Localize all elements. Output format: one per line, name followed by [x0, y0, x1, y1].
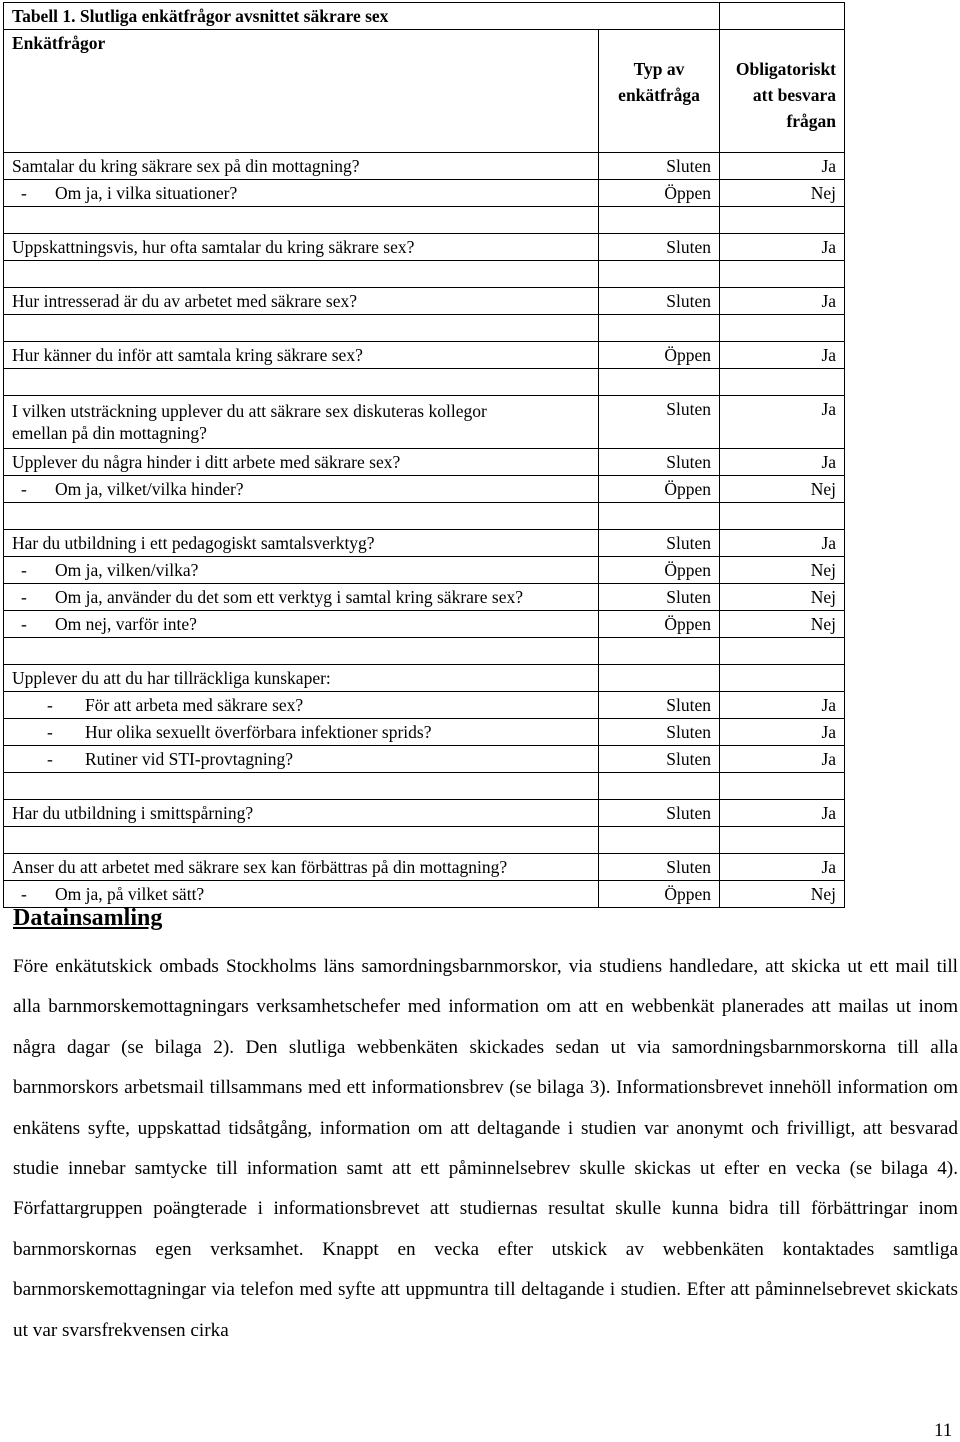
mandatory-cell: Nej — [720, 557, 845, 584]
type-cell: Sluten — [599, 584, 720, 611]
table-row — [4, 557, 845, 584]
table-row — [4, 288, 845, 315]
table-row — [4, 881, 845, 908]
table-row — [4, 342, 845, 369]
mandatory-cell: Nej — [720, 881, 845, 908]
mandatory-cell: Ja — [720, 530, 845, 557]
type-cell: Sluten — [599, 449, 720, 476]
table-row — [4, 584, 845, 611]
mandatory-cell: Nej — [720, 584, 845, 611]
spacer-row — [4, 503, 845, 530]
type-cell: Sluten — [599, 153, 720, 180]
header-type: Typ av enkätfråga — [599, 30, 720, 153]
mandatory-cell: Ja — [720, 719, 845, 746]
spacer-row — [4, 369, 845, 396]
mandatory-cell: Ja — [720, 153, 845, 180]
spacer-row — [4, 638, 845, 665]
question-cell: - Om nej, varför inte? — [4, 611, 599, 638]
table-header-row — [4, 30, 845, 153]
table-row — [4, 854, 845, 881]
table-row — [4, 665, 845, 692]
table-row — [4, 234, 845, 261]
table-row — [4, 692, 845, 719]
type-cell: Öppen — [599, 342, 720, 369]
question-cell: Har du utbildning i smittspårning? — [4, 800, 599, 827]
question-cell: - Om ja, på vilket sätt? — [4, 881, 599, 908]
page-number: 11 — [934, 1420, 953, 1441]
spacer-row — [4, 261, 845, 288]
question-cell: - Rutiner vid STI-provtagning? — [4, 746, 599, 773]
table-row — [4, 180, 845, 207]
mandatory-cell: Ja — [720, 449, 845, 476]
type-cell: Sluten — [599, 746, 720, 773]
type-cell: Sluten — [599, 234, 720, 261]
mandatory-cell: Nej — [720, 476, 845, 503]
header-mandatory: Obligatoriskt att besvara frågan — [720, 30, 845, 153]
header-question: Enkätfrågor — [4, 30, 599, 153]
table-row — [4, 153, 845, 180]
mandatory-cell: Ja — [720, 746, 845, 773]
question-cell: Har du utbildning i ett pedagogiskt samtalsverktyg? — [4, 530, 599, 557]
table-row — [4, 800, 845, 827]
mandatory-cell: Nej — [720, 611, 845, 638]
type-cell: Sluten — [599, 396, 720, 449]
type-cell: Sluten — [599, 719, 720, 746]
mandatory-cell: Ja — [720, 288, 845, 315]
question-cell: Upplever du att du har tillräckliga kunskaper: — [4, 665, 599, 692]
question-cell: - Om ja, i vilka situationer? — [4, 180, 599, 207]
mandatory-cell: Ja — [720, 234, 845, 261]
question-cell: Hur känner du inför att samtala kring säkrare sex? — [4, 342, 599, 369]
question-cell: Uppskattningsvis, hur ofta samtalar du kring säkrare sex? — [4, 234, 599, 261]
type-cell: Sluten — [599, 692, 720, 719]
table-row — [4, 476, 845, 503]
table-caption: Tabell 1. Slutliga enkätfrågor avsnittet säkrare sex — [4, 3, 720, 30]
spacer-row — [4, 315, 845, 342]
question-cell: - Hur olika sexuellt överförbara infektioner sprids? — [4, 719, 599, 746]
type-cell: Sluten — [599, 530, 720, 557]
question-cell: Samtalar du kring säkrare sex på din mottagning? — [4, 153, 599, 180]
section-paragraph: Före enkätutskick ombads Stockholms läns samordningsbarnmorskor, via studiens handledare, att skicka ut ett mail till alla barnmorskemottagningars verksamhetschefer med information om att en webbenkät planerades att mailas ut inom några dagar (se bilaga 2). Den slutliga webbenkäten skickades sedan ut via samordningsbarnmorskorna till alla barnmorskors arbetsmail tillsammans med ett informationsbrev (se bilaga 3). Informationsbrevet innehöll information om enkätens syfte, uppskattad tidsåtgång, information om att deltagande i studien var anonymt och frivilligt, att besvarad studie innebar samtycke till information samt att ett påminnelsebrev skulle skickas ut efter en vecka (se bilaga 4). Författargruppen poängterade i informationsbrevet att studiernas resultat skulle kunna bidra till förbättringar inom barnmorskornas egen verksamhet. Knappt en vecka efter utskick av webbenkäten kontaktades samtliga barnmorskemottagningar via telefon med syfte att uppmuntra till deltagande i studien. Efter att påminnelsebrevet skickats ut var svarsfrekvensen cirka — [13, 956, 958, 1341]
question-cell: - Om ja, använder du det som ett verktyg i samtal kring säkrare sex? — [4, 584, 599, 611]
type-cell: Öppen — [599, 476, 720, 503]
question-cell: - Om ja, vilket/vilka hinder? — [4, 476, 599, 503]
table-caption-row — [4, 3, 845, 30]
mandatory-cell: Ja — [720, 396, 845, 449]
type-cell: Sluten — [599, 288, 720, 315]
spacer-row — [4, 827, 845, 854]
table-row — [4, 746, 845, 773]
table-row — [4, 611, 845, 638]
mandatory-cell: Ja — [720, 692, 845, 719]
question-cell: Upplever du några hinder i ditt arbete med säkrare sex? — [4, 449, 599, 476]
spacer-row — [4, 773, 845, 800]
question-cell: I vilken utsträckning upplever du att säkrare sex diskuteras kollegor emellan på din mottagning? — [4, 396, 599, 449]
type-cell: Öppen — [599, 611, 720, 638]
section-heading: Datainsamling — [13, 905, 163, 931]
mandatory-cell: Nej — [720, 180, 845, 207]
type-cell: Öppen — [599, 557, 720, 584]
survey-questions-table — [3, 2, 845, 908]
spacer-row — [4, 207, 845, 234]
type-cell: Sluten — [599, 854, 720, 881]
type-cell: Sluten — [599, 800, 720, 827]
table-row — [4, 449, 845, 476]
question-cell: - Om ja, vilken/vilka? — [4, 557, 599, 584]
mandatory-cell: Ja — [720, 800, 845, 827]
table-row — [4, 530, 845, 557]
table-row — [4, 719, 845, 746]
mandatory-cell: Ja — [720, 342, 845, 369]
question-cell: Hur intresserad är du av arbetet med säkrare sex? — [4, 288, 599, 315]
table-row — [4, 396, 845, 449]
mandatory-cell: Ja — [720, 854, 845, 881]
question-cell: - För att arbeta med säkrare sex? — [4, 692, 599, 719]
type-cell: Öppen — [599, 881, 720, 908]
type-cell: Öppen — [599, 180, 720, 207]
question-cell: Anser du att arbetet med säkrare sex kan förbättras på din mottagning? — [4, 854, 599, 881]
